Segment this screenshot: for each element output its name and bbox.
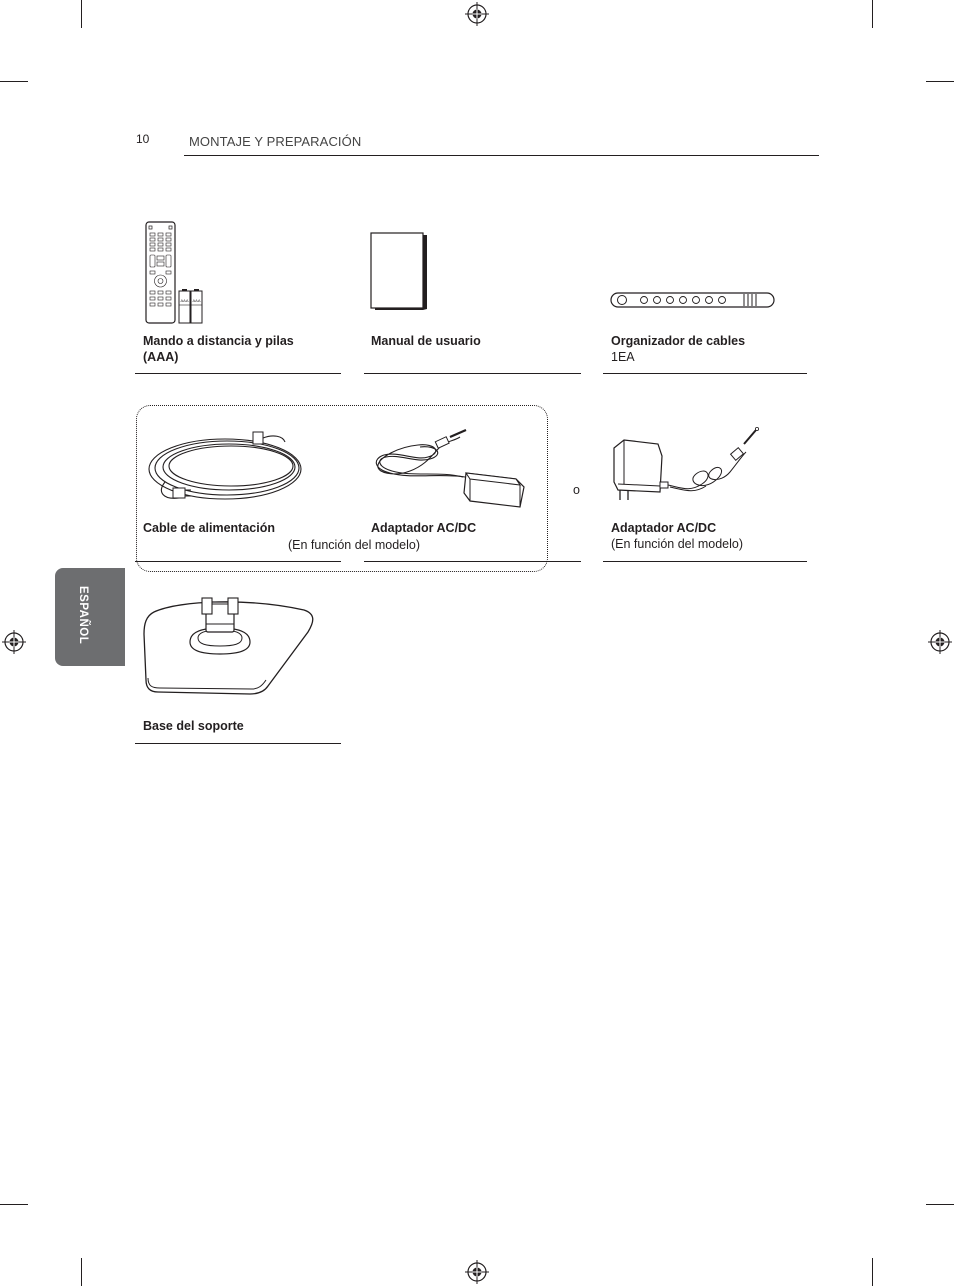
crop-mark [926,81,954,82]
page-number: 10 [136,132,150,146]
item-label: Base del soporte [143,719,244,733]
crop-mark [0,1204,28,1205]
crop-mark [0,81,28,82]
divider [603,373,807,374]
registration-mark-icon [465,1260,489,1284]
ac-dc-adapter-icon [370,427,530,509]
language-tab [55,568,125,666]
crop-mark [872,0,873,28]
crop-mark [81,1258,82,1286]
crop-mark [872,1258,873,1286]
battery-text: AAA [192,298,201,303]
item-label: Mando a distancia y pilas (AAA) [143,334,294,364]
section-title: MONTAJE Y PREPARACIÓN [189,134,362,149]
crop-mark [81,0,82,28]
item-label: Manual de usuario [371,334,481,348]
item-label: Organizador de cables 1EA [611,334,746,364]
divider [364,373,581,374]
registration-mark-icon [928,630,952,654]
registration-mark-icon [465,2,489,26]
cable-organizer-icon [610,291,776,309]
divider [603,561,807,562]
crop-mark [926,1204,954,1205]
registration-mark-icon [2,630,26,654]
header-rule [184,155,819,156]
divider [135,561,341,562]
item-label: Adaptador AC/DC (En función del modelo) [611,521,744,551]
item-label: Cable de alimentación [143,521,275,535]
or-separator: o [573,483,580,497]
user-manual-icon [369,232,431,312]
item-label: Adaptador AC/DC [371,521,477,535]
ac-dc-wall-adapter-icon [610,426,770,506]
power-cable-icon [145,422,310,504]
stand-base-icon [140,594,318,698]
remote-control-icon [145,221,177,324]
aaa-battery-icon [178,288,204,324]
shared-model-note: (En función del modelo) [288,538,421,552]
divider [135,373,341,374]
divider [364,561,581,562]
battery-text: AAA [180,298,189,303]
divider [135,743,341,744]
language-tab-label: ESPAÑOL [77,586,89,645]
